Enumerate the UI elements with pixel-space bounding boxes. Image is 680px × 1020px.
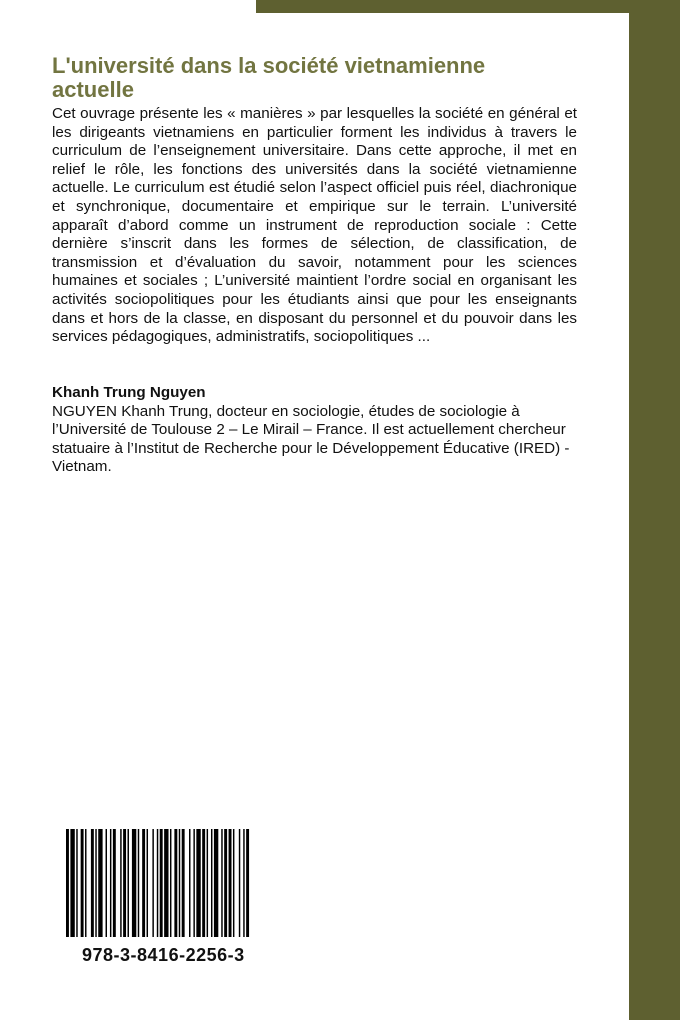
barcode-bar	[224, 829, 227, 937]
barcode-bar	[98, 829, 102, 937]
spine-color-band	[629, 0, 680, 1020]
barcode-bar	[179, 829, 180, 937]
barcode	[66, 829, 252, 937]
barcode-bar	[95, 829, 96, 937]
barcode-bar	[196, 829, 200, 937]
author-section	[52, 384, 577, 477]
barcode-bar	[214, 829, 218, 937]
barcode-bar	[113, 829, 116, 937]
barcode-bar	[211, 829, 212, 937]
barcode-bar	[233, 829, 234, 937]
barcode-bar	[91, 829, 94, 937]
book-title: L'université dans la société vietnamienne actuelle	[52, 53, 486, 102]
barcode-bar	[70, 829, 74, 937]
barcode-bar	[182, 829, 185, 937]
barcode-bar	[164, 829, 168, 937]
barcode-bar	[66, 829, 69, 937]
barcode-bar	[120, 829, 121, 937]
barcode-bar	[239, 829, 240, 937]
top-color-band	[256, 0, 680, 13]
barcode-bar	[202, 829, 205, 937]
barcode-bar	[246, 829, 249, 937]
author-bio: NGUYEN Khanh Trung, docteur en sociologie, études de sociologie à l’Université de Toulouse 2 – Le Mirail – France. Il est actuellement chercheur statuaire à l’Institut de Recherche pour le Développement Éducative (IRED) - Vietnam.	[52, 402, 570, 476]
barcode-bar	[152, 829, 153, 937]
barcode-bar	[110, 829, 111, 937]
barcode-bar	[193, 829, 194, 937]
barcode-bar	[128, 829, 129, 937]
barcode-bar	[138, 829, 139, 937]
barcode-bar	[207, 829, 208, 937]
barcode-bar	[132, 829, 136, 937]
barcode-bar	[170, 829, 171, 937]
isbn-number: 978-3-8416-2256-3	[82, 945, 245, 965]
book-summary: Cet ouvrage présente les « manières » par lesquelles la société en général et les dirigeants vietnamiens en particulier forment les individus à travers le curriculum de l’enseignement universitaire. Dans cette approche, il met en relief le rôle, les fonctions des universités dans la société vietnamienne actuelle. Le curriculum est étudié selon l’aspect officiel puis réel, diachronique et synchronique, documentaire et empirique sur le terrain. L’université apparaît d’abord comme un instrument de reproduction sociale : Cette dernière s’inscrit dans les formes de sélection, de classification, de transmission et d’évaluation du savoir, notamment pour les sciences humaines et sociales ; L’université maintient l’ordre social en organisant les activités sociopolitiques pour les étudiants ainsi que pour les enseignants dans et hors de la classe, en disposant du personnel et du pouvoir dans les services pédagogiques, administratifs, sociopolitiques ...	[52, 105, 577, 346]
barcode-bar	[221, 829, 222, 937]
barcode-bar	[174, 829, 177, 937]
author-name: Khanh Trung Nguyen	[52, 384, 206, 401]
barcode-bar	[81, 829, 84, 937]
barcode-bar	[189, 829, 190, 937]
barcode-bar	[123, 829, 126, 937]
barcode-bar	[157, 829, 158, 937]
barcode-bar	[243, 829, 244, 937]
barcode-bar	[106, 829, 107, 937]
barcode-bar	[76, 829, 77, 937]
barcode-bar	[147, 829, 148, 937]
barcode-bar	[160, 829, 163, 937]
barcode-bar	[142, 829, 145, 937]
barcode-bar	[229, 829, 232, 937]
barcode-bar	[85, 829, 86, 937]
